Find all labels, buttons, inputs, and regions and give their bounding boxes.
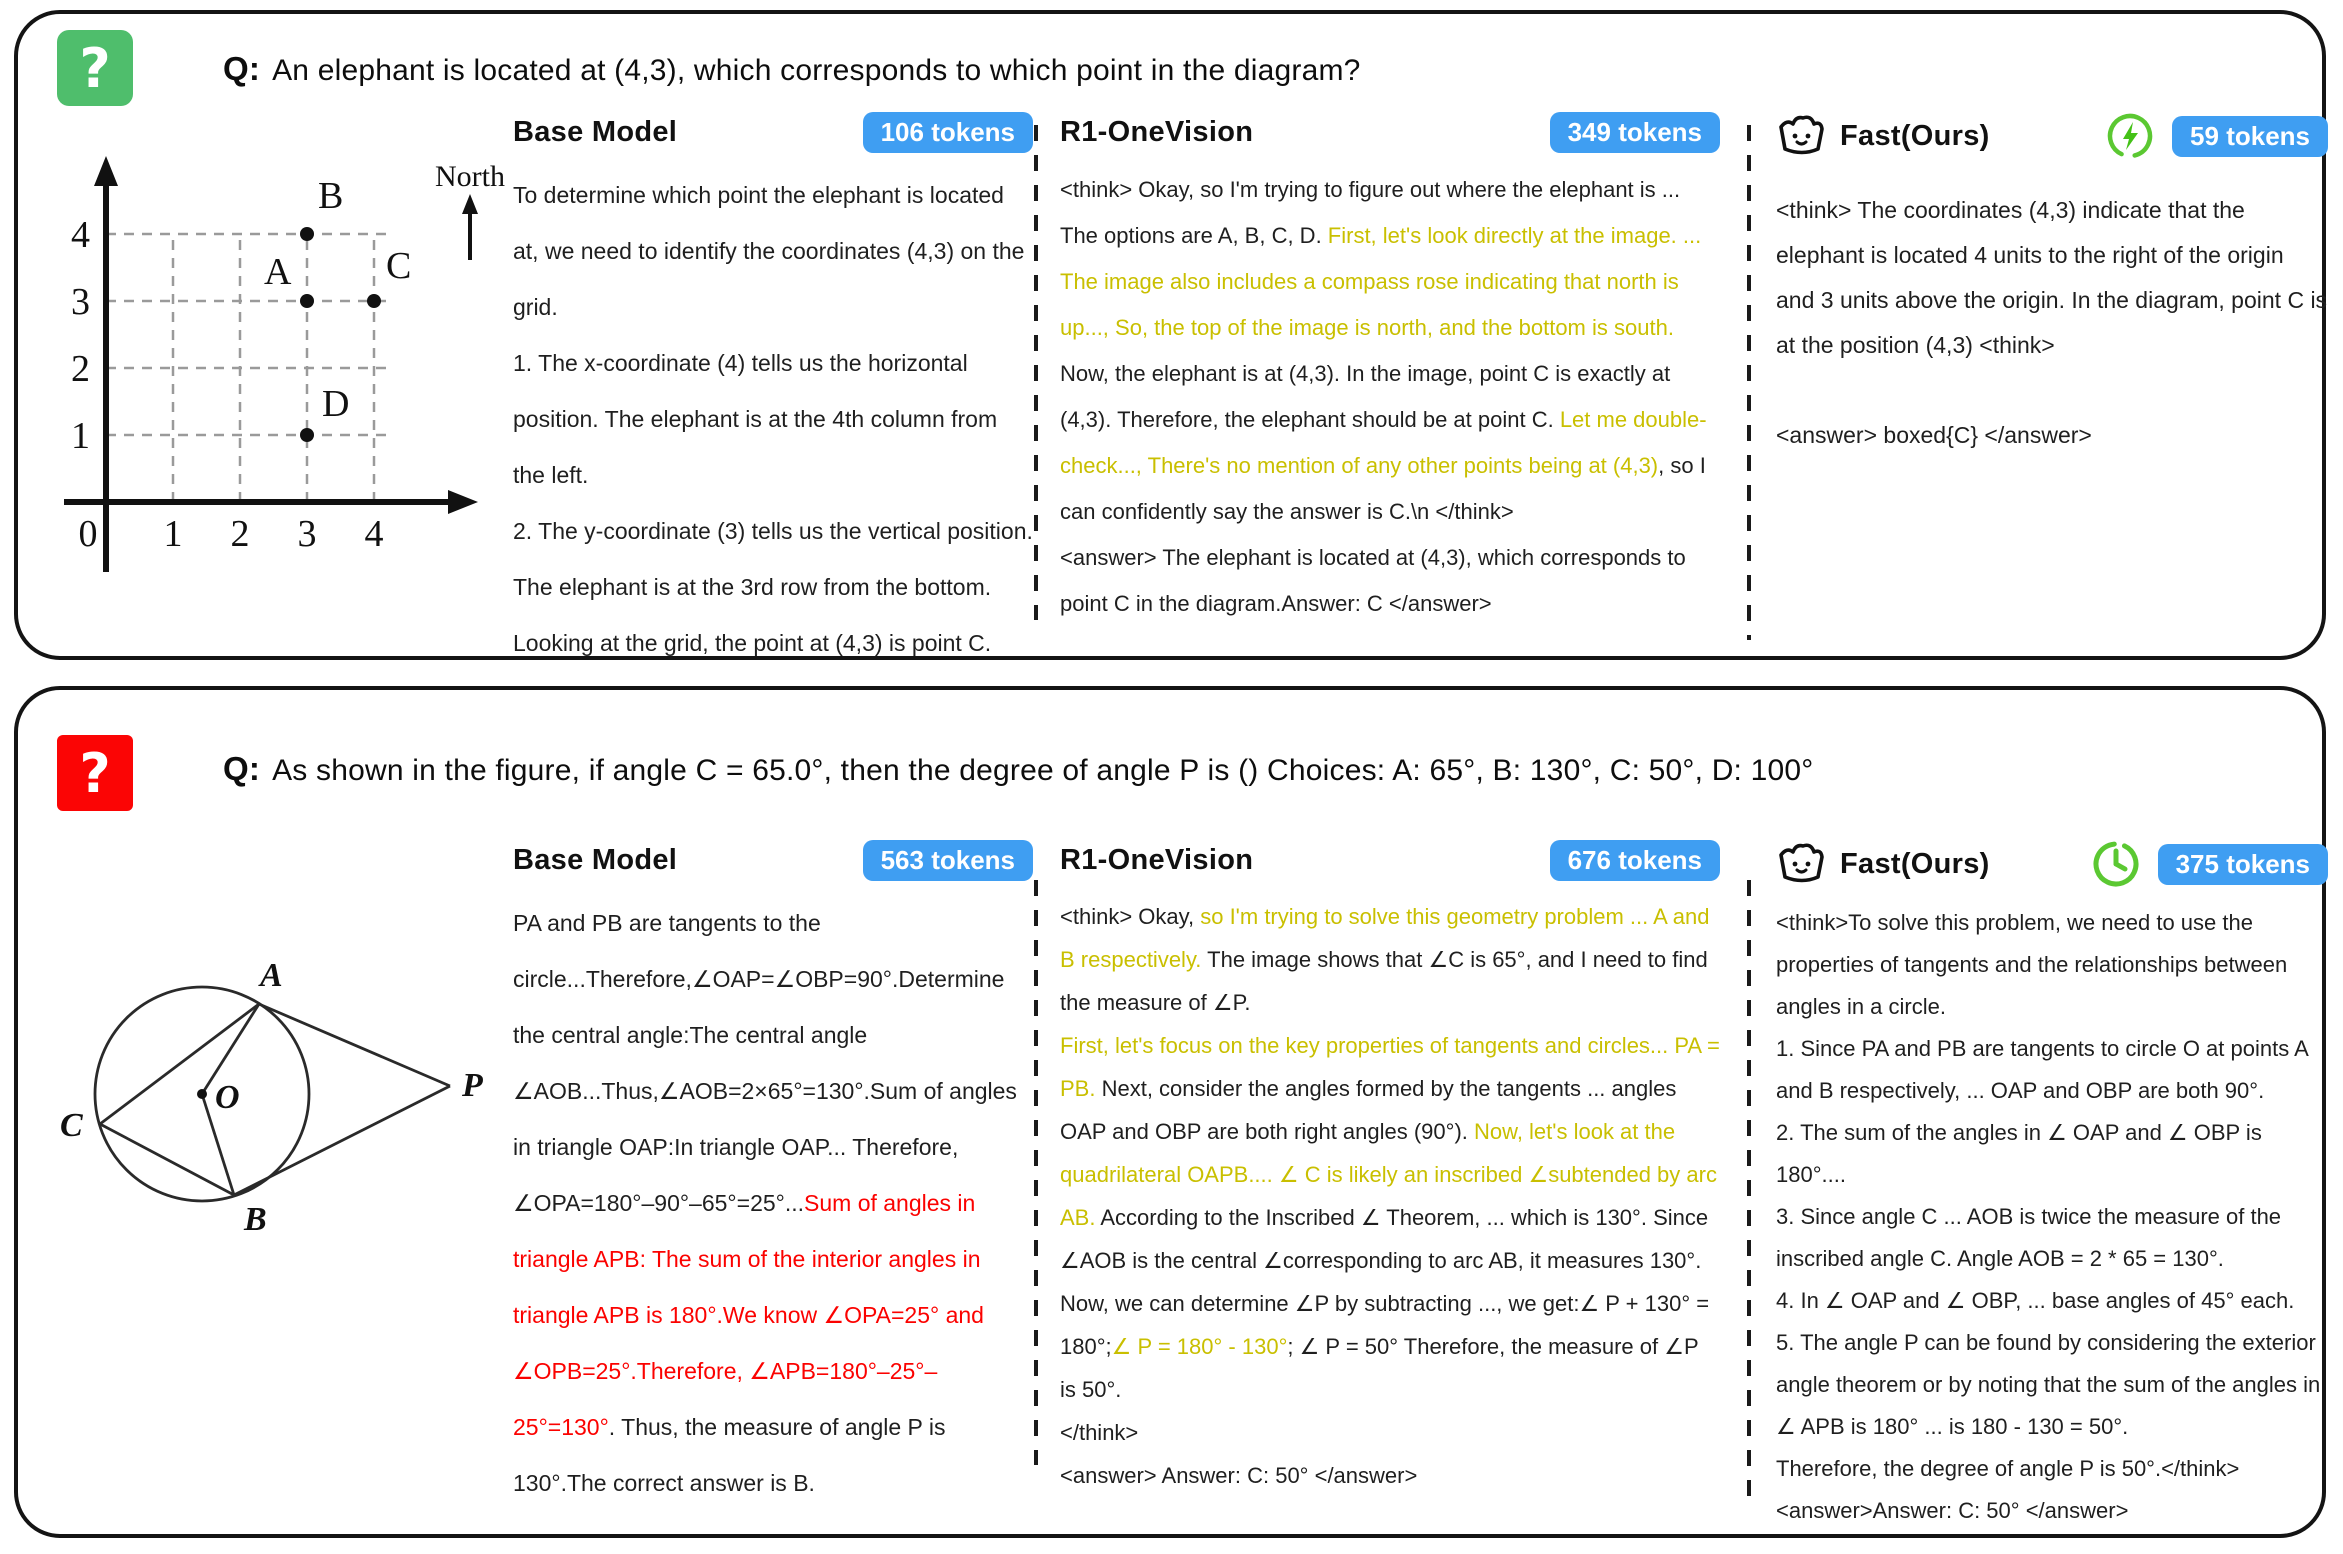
label-A: A [260,957,283,994]
y-tick-3: 3 [71,281,90,323]
model-title: Base Model [513,116,678,148]
column-divider [1034,125,1038,620]
question-prefix: Q: [223,50,261,87]
label-C: C [60,1107,83,1144]
clock-icon [2092,840,2140,888]
model-title: Fast(Ours) [1840,847,1990,880]
column-r1-onevision-1 [1060,112,1720,627]
north-label: North [435,160,505,193]
column-base-model-2 [513,840,1033,1511]
center-dot [197,1089,207,1099]
column-base-model-1 [513,112,1033,727]
point-label-D: D [322,383,350,425]
point-label-C: C [386,245,412,287]
point-label-B: B [318,175,344,217]
column-header [1060,112,1720,153]
column-header [513,840,1033,881]
label-P: P [462,1067,483,1104]
point-label-A: A [264,251,292,293]
diagram-lines [100,1004,450,1195]
question-text-1: Q: An elephant is located at (4,3), which corresponds to which point in the diagram? [223,50,1361,87]
circle-tangent-diagram [52,936,492,1256]
token-count-badge: 563 tokens [863,840,1033,881]
model-title: Fast(Ours) [1840,119,1990,152]
token-count-badge: 349 tokens [1550,112,1720,153]
model-response-text: <think> Okay, so I'm trying to figure out where the elephant is ... The options are A, B, C, D. First, let's look directly at the image. ... The image also includes a compass rose indicating that north is up..., So, the top of the image is north, and the bottom is south. Now, the elephant is at (4,3). In the image, point C is exactly at (4,3). Therefore, the elephant should be at point C. Let me double-check..., There's no mention of any other points being at (4,3), so I can confidently say the answer is C.\n </think> <answer> The elephant is located at (4,3), which corresponds to point C in the diagram.Answer: C </answer> [1060,177,1707,616]
x-axis-arrow [448,490,478,514]
x-tick-2: 2 [230,513,250,555]
crown-icon [1776,113,1828,159]
model-response-text: <think>To solve this problem, we need to use the properties of tangents and the relationships between angles in a circle. 1. Since PA and PB are tangents to circle O at points A and B respectively, ... OAP and OBP are both 90°. 2. The sum of the angles in ∠ OAP and ∠ OBP is 180°.... 3. Since angle C ... AOB is twice the measure of the inscribed angle C. Angle AOB = 2 * 65 = 130°. 4. In ∠ OAP and ∠ OBP, ... base angles of 45° each. 5. The angle P can be found by considering the exterior angle theorem or by noting that the sum of the angles in ∠ APB is 180° ... is 180 - 130 = 50°. Therefore, the degree of angle P is 50°.</think> <answer>Answer: C: 50° </answer> [1776,910,2321,1523]
model-title: Base Model [513,844,678,876]
token-count-badge: 106 tokens [863,112,1033,153]
y-axis-arrow [94,156,118,186]
panel-elephant-question [14,10,2326,660]
column-divider [1747,880,1751,1505]
label-B: B [244,1201,267,1238]
model-response-text: <think> Okay, so I'm trying to solve this geometry problem ... A and B respectively. The image shows that ∠C is 65°, and I need to find the measure of ∠P. First, let's focus on the key properties of tangents and circles... PA = PB. Next, consider the angles formed by the tangents ... angles OAP and OBP are both right angles (90°). Now, let's look at the quadrilateral OAPB.... ∠ C is likely an inscribed ∠subtended by arc AB. According to the Inscribed ∠ Theorem, ... which is 130°. Since ∠AOB is the central ∠corresponding to arc AB, it measures 130°. Now, we can determine ∠P by subtracting ..., we get:∠ P + 130° = 180°;∠ P = 180° - 130°; ∠ P = 50° Therefore, the measure of ∠P is 50°. </think> <answer> Answer: C: 50° </answer> [1060,904,1720,1488]
question-mark-red-icon: ? [57,735,133,811]
y-tick-2: 2 [71,348,90,390]
x-tick-3: 3 [297,513,317,555]
column-fast-ours-2 [1776,840,2328,1532]
token-count-badge: 676 tokens [1550,840,1720,881]
axes [64,182,454,572]
question-text-2: Q: As shown in the figure, if angle C = 65.0°, then the degree of angle P is () Choices: A: 65°, B: 130°, C: 50°, D: 100° [223,750,1814,787]
crown-icon [1776,841,1828,887]
y-tick-4: 4 [71,214,90,256]
gridlines [106,234,388,502]
x-tick-4: 4 [364,513,384,555]
model-response-text: <think> The coordinates (4,3) indicate that the elephant is located 4 units to the right of the origin and 3 units above the origin. In the diagram, point C is at the position (4,3) <think> <answer> boxed{C} </answer> [1776,197,2328,448]
y-tick-1: 1 [71,415,90,457]
column-fast-ours-1 [1776,112,2328,458]
column-r1-onevision-2 [1060,840,1720,1497]
column-header [513,112,1033,153]
north-arrow-head [462,194,478,214]
x-tick-1: 1 [163,513,183,555]
panel-geometry-question [14,686,2326,1538]
x-tick-0: 0 [78,513,98,555]
question-mark-green-icon: ? [57,30,133,106]
coordinate-grid-diagram [40,142,520,582]
column-header [1776,112,2328,160]
lightning-icon [2106,112,2154,160]
column-divider [1747,125,1751,640]
column-header [1776,840,2328,888]
token-count-badge: 375 tokens [2158,844,2328,885]
model-title: R1-OneVision [1060,844,1254,876]
column-divider [1034,880,1038,1465]
model-response-text: PA and PB are tangents to the circle...Therefore,∠OAP=∠OBP=90°.Determine the central angle:The central angle ∠AOB...Thus,∠AOB=2×65°=130°.Sum of angles in triangle OAP:In triangle OAP... Therefore, ∠OPA=180°–90°–65°=25°...Sum of angles in triangle APB: The sum of the interior angles in triangle APB is 180°.We know ∠OPA=25° and ∠OPB=25°.Therefore, ∠APB=180°–25°–25°=130°. Thus, the measure of angle P is 130°.The correct answer is B. [513,910,1017,1496]
model-response-text: To determine which point the elephant is located at, we need to identify the coordinates (4,3) on the grid. 1. The x-coordinate (4) tells us the horizontal position. The elephant is at the 4th column from the left. 2. The y-coordinate (3) tells us the vertical position. The elephant is at the 3rd row from the bottom. Looking at the grid, the point at (4,3) is point C. [513,182,1033,656]
column-header [1060,840,1720,881]
question-prefix: Q: [223,750,261,787]
token-count-badge: 59 tokens [2172,116,2328,157]
label-O: O [215,1079,240,1116]
model-title: R1-OneVision [1060,116,1254,148]
